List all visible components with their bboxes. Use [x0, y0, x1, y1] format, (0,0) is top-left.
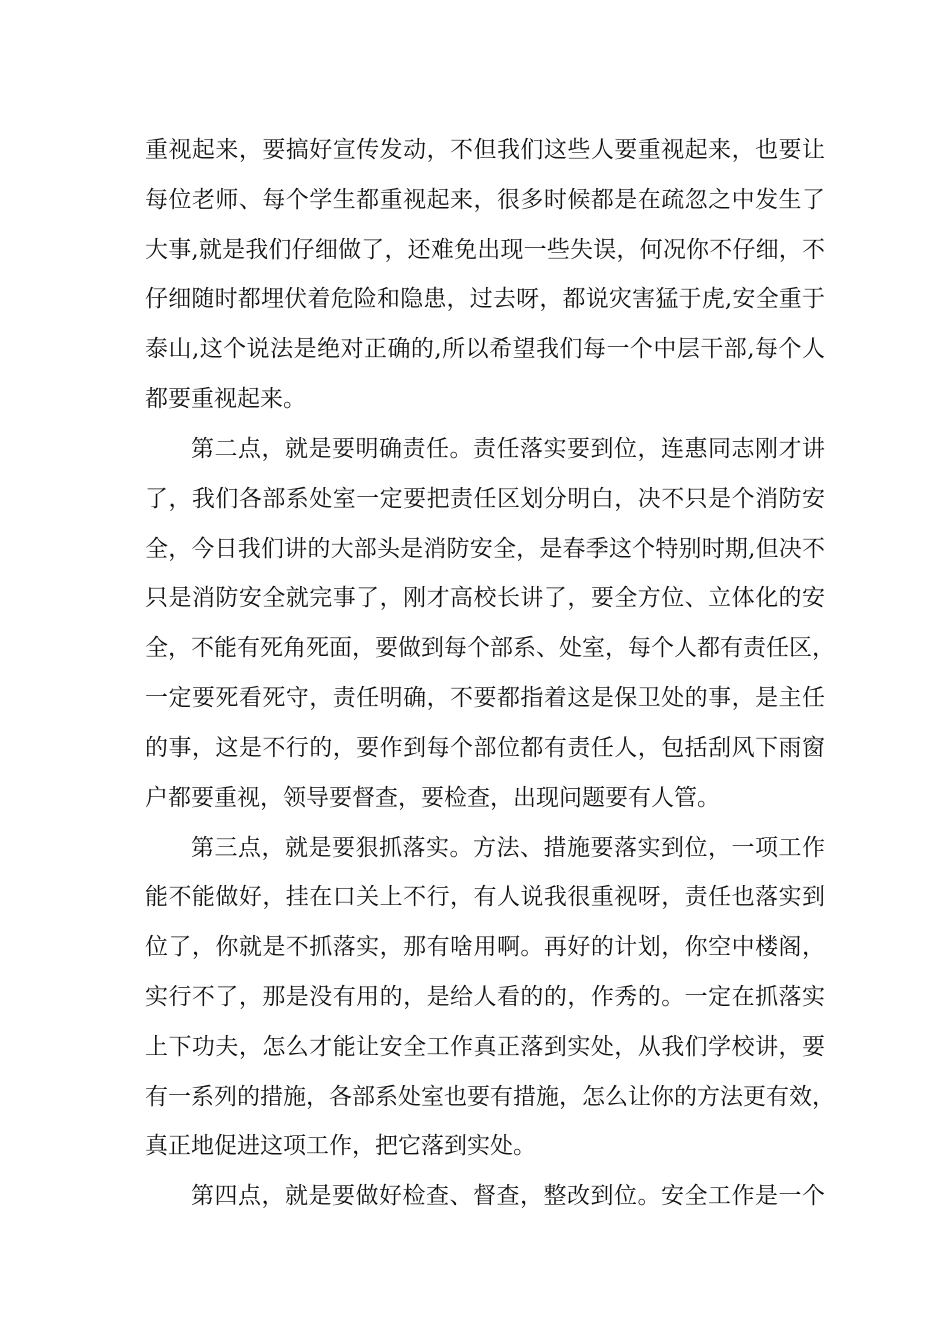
text-line: 只是消防安全就完事了，刚才高校长讲了，要全方位、立体化的安 — [145, 585, 825, 611]
text-line: 的事，这是不行的，要作到每个部位都有责任人，包括刮风下雨窗 — [145, 735, 825, 761]
text-line: 实行不了，那是没有用的，是给人看的的，作秀的。一定在抓落实 — [145, 984, 825, 1010]
text-line: 了，我们各部系处室一定要把责任区划分明白，决不只是个消防安 — [145, 486, 825, 512]
paragraph-start-line: 第四点，就是要做好检查、督查，整改到位。安全工作是一个 — [191, 1183, 825, 1209]
paragraph-start-line: 第二点，就是要明确责任。责任落实要到位，连惠同志刚才讲 — [191, 436, 825, 462]
text-line: 泰山,这个说法是绝对正确的,所以希望我们每一个中层干部,每个人 — [145, 336, 825, 362]
text-line: 位了，你就是不抓落实，那有啥用啊。再好的计划，你空中楼阁， — [145, 934, 825, 960]
text-line: 大事,就是我们仔细做了，还难免出现一些失误，何况你不仔细，不 — [145, 237, 825, 263]
paragraph-start-line: 第三点，就是要狠抓落实。方法、措施要落实到位，一项工作 — [191, 835, 825, 861]
text-line: 上下功夫，怎么才能让安全工作真正落到实处，从我们学校讲，要 — [145, 1034, 825, 1060]
text-line: 重视起来，要搞好宣传发动，不但我们这些人要重视起来，也要让 — [145, 137, 825, 163]
text-line: 全，今日我们讲的大部头是消防安全，是春季这个特别时期,但决不 — [145, 536, 825, 562]
text-line: 每位老师、每个学生都重视起来，很多时候都是在疏忽之中发生了 — [145, 187, 825, 213]
text-line: 全，不能有死角死面，要做到每个部系、处室，每个人都有责任区， — [145, 635, 835, 661]
text-line: 真正地促进这项工作，把它落到实处。 — [145, 1133, 536, 1159]
text-line: 都要重视起来。 — [145, 386, 306, 412]
text-line: 户都要重视，领导要督查，要检查，出现问题要有人管。 — [145, 785, 720, 811]
text-line: 仔细随时都埋伏着危险和隐患，过去呀，都说灾害猛于虎,安全重于 — [145, 286, 825, 312]
text-line: 有一系列的措施，各部系处室也要有措施，怎么让你的方法更有效， — [145, 1084, 835, 1110]
text-line: 一定要死看死守，责任明确，不要都指着这是保卫处的事，是主任 — [145, 685, 825, 711]
text-line: 能不能做好，挂在口关上不行，有人说我很重视呀，责任也落实到 — [145, 884, 825, 910]
